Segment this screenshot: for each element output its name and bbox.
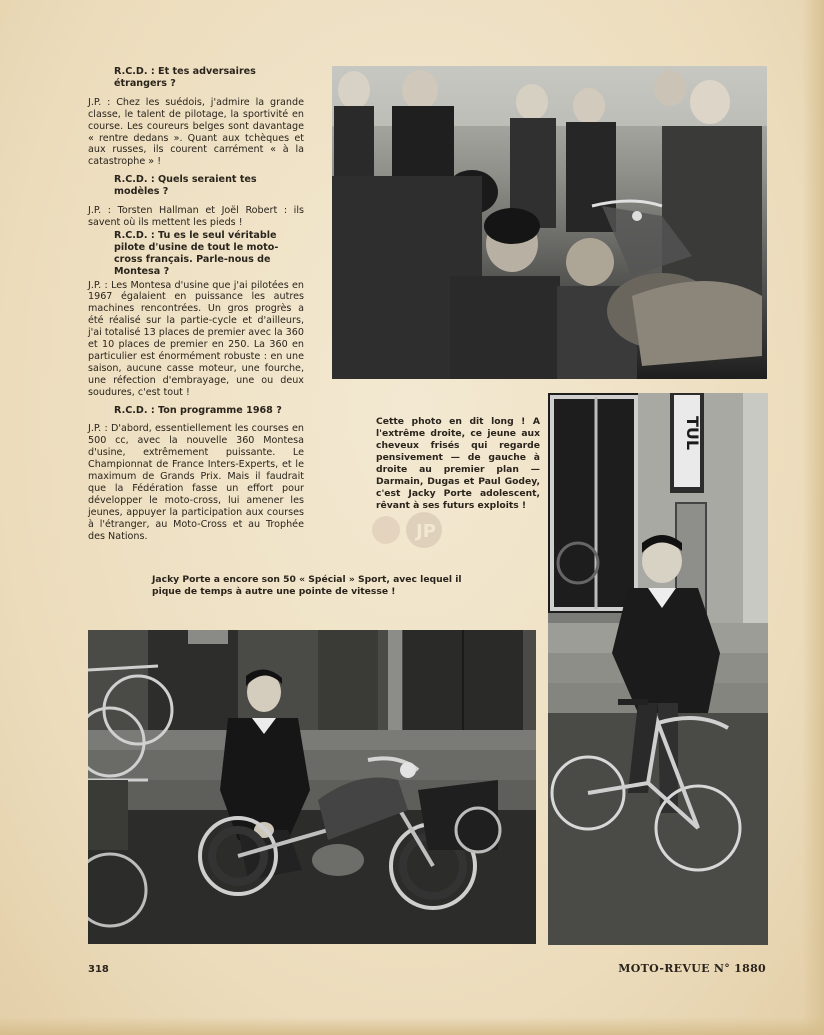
interview-column — [88, 66, 304, 549]
question-3: R.C.D. : Tu es le seul véritable pilote d'usine de tout le moto-cross français. Parle-nous de Montesa ? — [114, 229, 279, 277]
jp-watermark-logo — [366, 510, 456, 550]
bicycle-photo — [548, 393, 768, 945]
magazine-issue: MOTO-REVUE N° 1880 — [618, 962, 766, 975]
answer-3: J.P. : Les Montesa d'usine que j'ai pilotées en 1967 égalaient en puissance les autres machines rencontrées. Un gros progrès a été réalisé sur la partie-cycle et d'ailleurs, j'ai totalisé 13 places de premier avec la 360 et 10 places de premier en 250. La 360 en particulier est énormément robuste : en une saison, aucune casse moteur, une fourche, une réfection d'embrayage, une ou deux soudures, c'est tout ! — [88, 279, 304, 398]
page-number: 318 — [88, 964, 109, 975]
answer-1: J.P. : Chez les suédois, j'admire la grande classe, le talent de pilotage, la sportivité en course. Les coureurs belges sont davantage « rentre dedans ». Quant aux tchèques et aux russes, ils courent carrément « à la catastrophe » ! — [88, 96, 304, 168]
page-edge-shadow — [802, 0, 824, 1035]
page-bottom-shadow — [0, 1017, 824, 1035]
svg-text:JP: JP — [416, 521, 436, 542]
group-photo — [332, 66, 767, 379]
answer-4: J.P. : D'abord, essentiellement les courses en 500 cc, avec la nouvelle 360 Montesa d'usine, extrêmement puissante. Le Championnat de France Inters-Experts, et le maximum de Grands Prix. Mais il faudrait que la Fédération fasse un effort pour développer le moto-cross, lui amener les jeunes, appuyer la participation aux courses à l'étranger, au Moto-Cross et au Trophée des Nations. — [88, 423, 304, 542]
tul-shop-sign: TUL — [683, 415, 702, 451]
question-1: R.C.D. : Et tes adversaires étrangers ? — [114, 66, 256, 89]
moped-photo — [88, 630, 536, 944]
answer-2: J.P. : Torsten Hallman et Joël Robert : ils savent où ils mettent les pieds ! — [88, 205, 304, 228]
question-4: R.C.D. : Ton programme 1968 ? — [114, 404, 282, 416]
group-photo-caption: Cette photo en dit long ! A l'extrême droite, ce jeune aux cheveux frisés qui regarde pensivement — de gauche à droite au premier plan — Darmain, Dugas et Paul Godey, c'est Jacky Porte adolescent, rêvant à ses futurs exploits ! — [376, 416, 540, 511]
question-2: R.C.D. : Quels seraient tes modèles ? — [114, 174, 257, 198]
moped-photo-caption: Jacky Porte a encore son 50 « Spécial » Sport, avec lequel il pique de temps à autre une pointe de vitesse ! — [152, 574, 462, 597]
